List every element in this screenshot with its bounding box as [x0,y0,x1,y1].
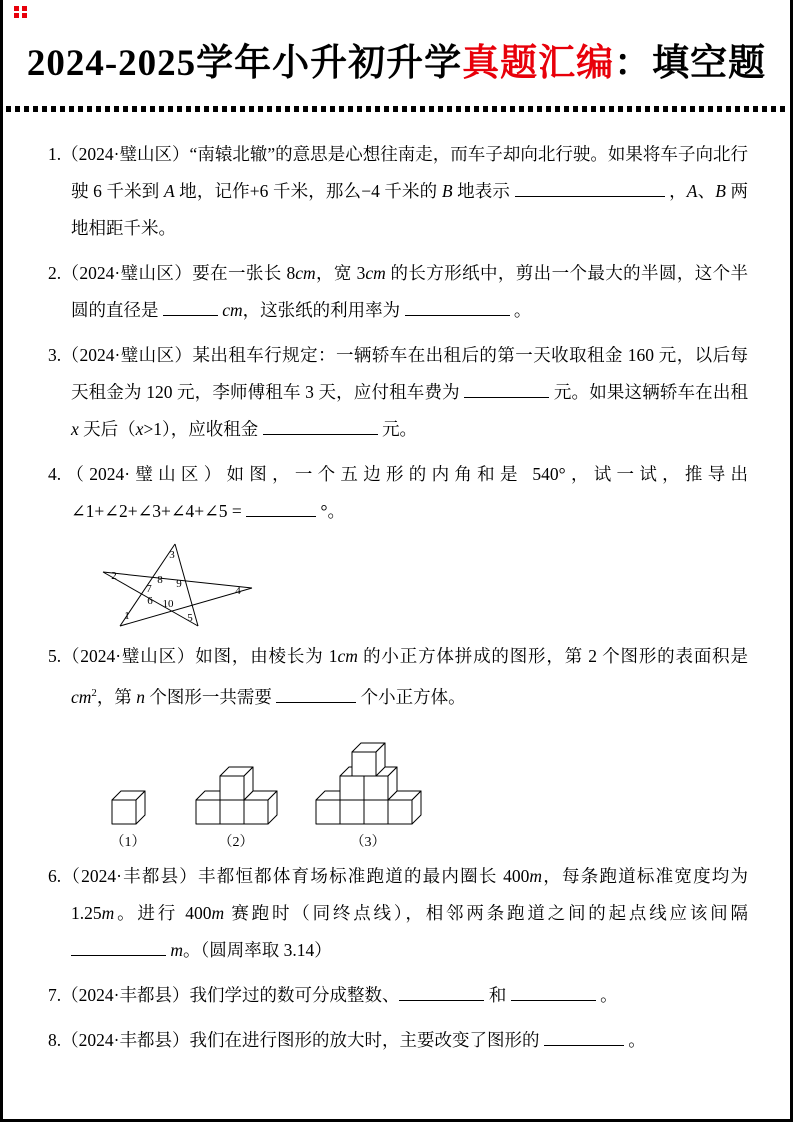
cube-stacks-diagram [100,724,430,852]
dotted-divider [6,106,787,112]
answer-blank [163,298,218,316]
math-variable: cm [295,263,316,283]
math-variable: A [686,181,698,201]
math-variable: B [441,181,453,201]
answer-blank [515,179,665,197]
math-variable: cm [337,646,358,666]
angle-label-5: 5 [187,612,193,624]
angle-label-6: 6 [147,595,153,607]
answer-blank [544,1027,624,1045]
pentagon-angles-figure [100,538,748,632]
angle-label-7: 7 [146,583,152,595]
answer-blank [246,499,316,517]
title-prefix: 2024-2025学年小升初升学 [26,43,463,84]
math-variable: m [170,939,184,960]
cube-group-labels [111,834,386,850]
answer-blank [276,684,356,702]
question-6: 6.（2024·丰都县）丰都恒都体育场标准跑道的最内圈长 400m，每条跑道标准宽度均为 1.25m。进行 400m 赛跑时（同终点线），相邻两条跑道之间的起点线应该间隔 m。（圆周率取 3.14） [48,865,749,960]
question-2: 2.（2024·璧山区）要在一张长 8cm，宽 3cm 的长方形纸中，剪出一个最大的半圆，这个半圆的直径是 cm，这张纸的利用率为 。 [48,263,749,320]
unit-cube [220,767,253,800]
cube-groups [112,743,421,824]
figure-label-3: （3） [350,834,386,850]
angle-label-1: 1 [124,610,130,622]
question-8: 8.（2024·丰都县）我们在进行图形的放大时，主要改变了图形的 。 [48,1022,748,1059]
math-variable: x [71,419,79,439]
math-variable: m [529,865,543,886]
math-variable: A [163,181,175,201]
math-variable: B [715,181,726,201]
math-variable: cm [222,300,243,320]
figure-label-1: （1） [110,834,146,850]
question-7: 7.（2024·丰都县）我们学过的数可分成整数、 和 。 [48,977,748,1014]
unit-cube [388,791,421,824]
answer-blank [464,380,549,398]
superscript: 2 [91,687,97,699]
angle-label-9: 9 [176,578,182,590]
answer-blank [511,982,596,1000]
math-variable: n [136,686,145,707]
cube-stacks-figure [100,724,748,852]
angle-label-2: 2 [111,570,117,582]
question-3: 3.（2024·璧山区）某出租车行规定：一辆轿车在出租后的第一天收取租金 160 元，以后每天租金为 120 元，李师傅租车 3 天，应付租车费为 元。如果这辆轿车在出租 x 天后（x>1），应收租金 元。 [48,345,749,439]
unit-cube [352,743,385,776]
angle-label-3: 3 [169,549,175,561]
angle-label-8: 8 [157,574,163,586]
unit-cube [244,791,277,824]
title-highlight-red: 真题汇编 [462,43,615,84]
title-suffix: ：填空题 [614,43,767,84]
pentagram-diagram [100,538,272,632]
math-variable: m [101,902,115,923]
angle-labels [111,549,241,624]
answer-blank [263,417,378,435]
math-variable: m [211,902,225,923]
answer-blank [405,298,510,316]
question-list [48,136,748,1059]
math-variable: x [135,419,144,439]
unit-cube [112,791,145,824]
question-4: 4.（2024·璧山区）如图，一个五边形的内角和是 540°，试一试，推导出∠1+∠2+∠3+∠4+∠5 = °。 [48,464,748,521]
answer-blank [399,982,484,1000]
math-variable: cm [365,263,386,283]
angle-label-4: 4 [235,585,241,597]
question-5: 5.（2024·璧山区）如图，由棱长为 1cm 的小正方体拼成的图形，第 2 个图形的表面积是 $cm^2$，第 n 个图形一共需要 个小正方体。 [48,646,748,707]
page-title [3,32,790,86]
red-corner-logo-mark [14,6,19,11]
answer-blank [71,937,166,955]
figure-label-2: （2） [218,834,254,850]
angle-label-10: 10 [162,598,174,610]
math-variable: cm [71,686,92,707]
question-1: 1.（2024·璧山区）“南辕北辙”的意思是心想往南走，而车子却向北行驶。如果将车子向北行驶 6 千米到 A 地，记作+6 千米，那么−4 千米的 B 地表示 ，A、B 两地相距千米。 [48,144,749,238]
